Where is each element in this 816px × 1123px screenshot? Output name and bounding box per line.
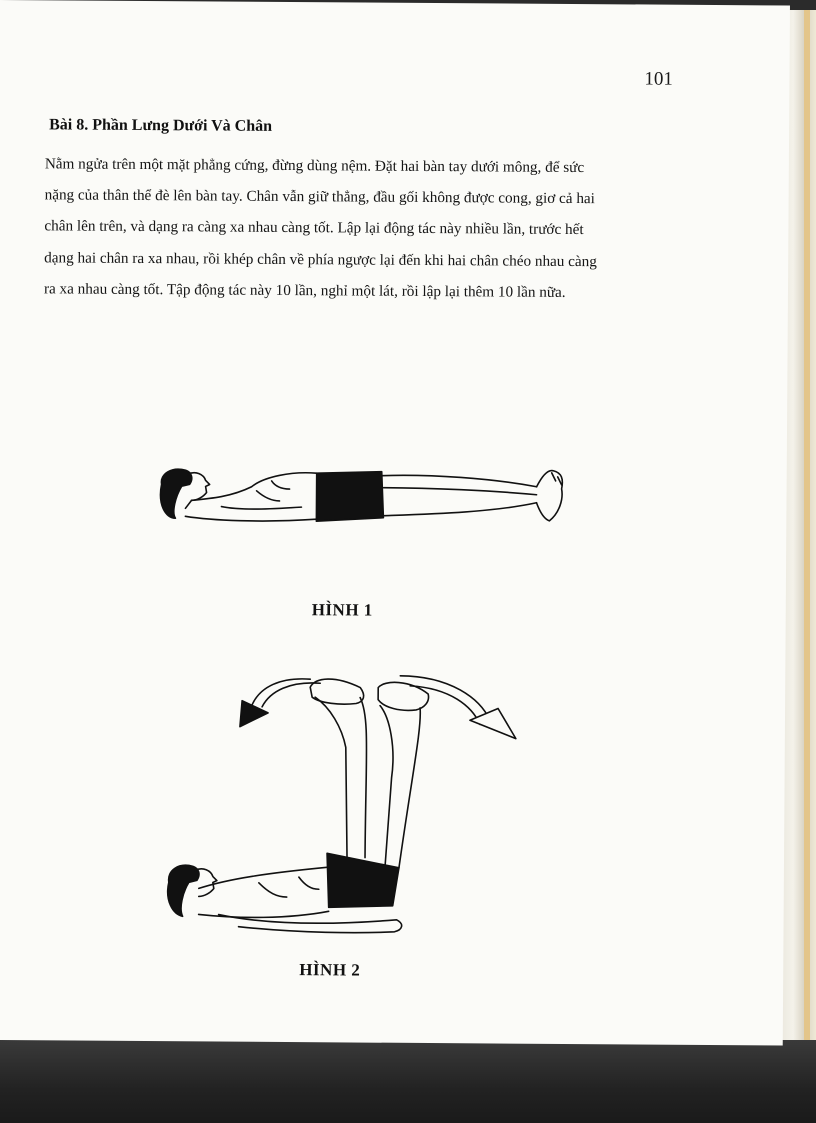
paragraph-line: ra xa nhau càng tốt. Tập động tác này 10 lần, nghỉ một lát, rồi lập lại thêm 10 lần nữa.: [43, 280, 566, 301]
figure-caption: HÌNH 2: [299, 960, 361, 980]
section-title: Bài 8. Phần Lưng Dưới Và Chân: [49, 116, 273, 135]
scanner-background: [0, 1040, 816, 1123]
exercise-instructions: [44, 148, 671, 308]
paragraph-line: Nằm ngửa trên một mặt phẳng cứng, đừng dùng nệm. Đặt hai bàn tay dưới mông, để sức: [44, 155, 585, 177]
paragraph-line: nặng của thân thể đè lên bàn tay. Chân vẫn giữ thẳng, đầu gối không được cong, giơ cả hai: [44, 186, 595, 208]
paragraph-line: chân lên trên, và dạng ra càng xa nhau càng tốt. Lập lại động tác này nhiều lần, trước hết: [44, 217, 584, 239]
man-legs-raised-icon: [158, 656, 540, 949]
figure-caption: HÌNH 1: [311, 600, 373, 620]
man-lying-supine-icon: [151, 456, 582, 539]
page-number: 101: [644, 68, 674, 90]
paragraph-line: dạng hai chân ra xa nhau, rồi khép chân về phía ngược lại đến khi hai chân chéo nhau càng: [44, 248, 597, 270]
